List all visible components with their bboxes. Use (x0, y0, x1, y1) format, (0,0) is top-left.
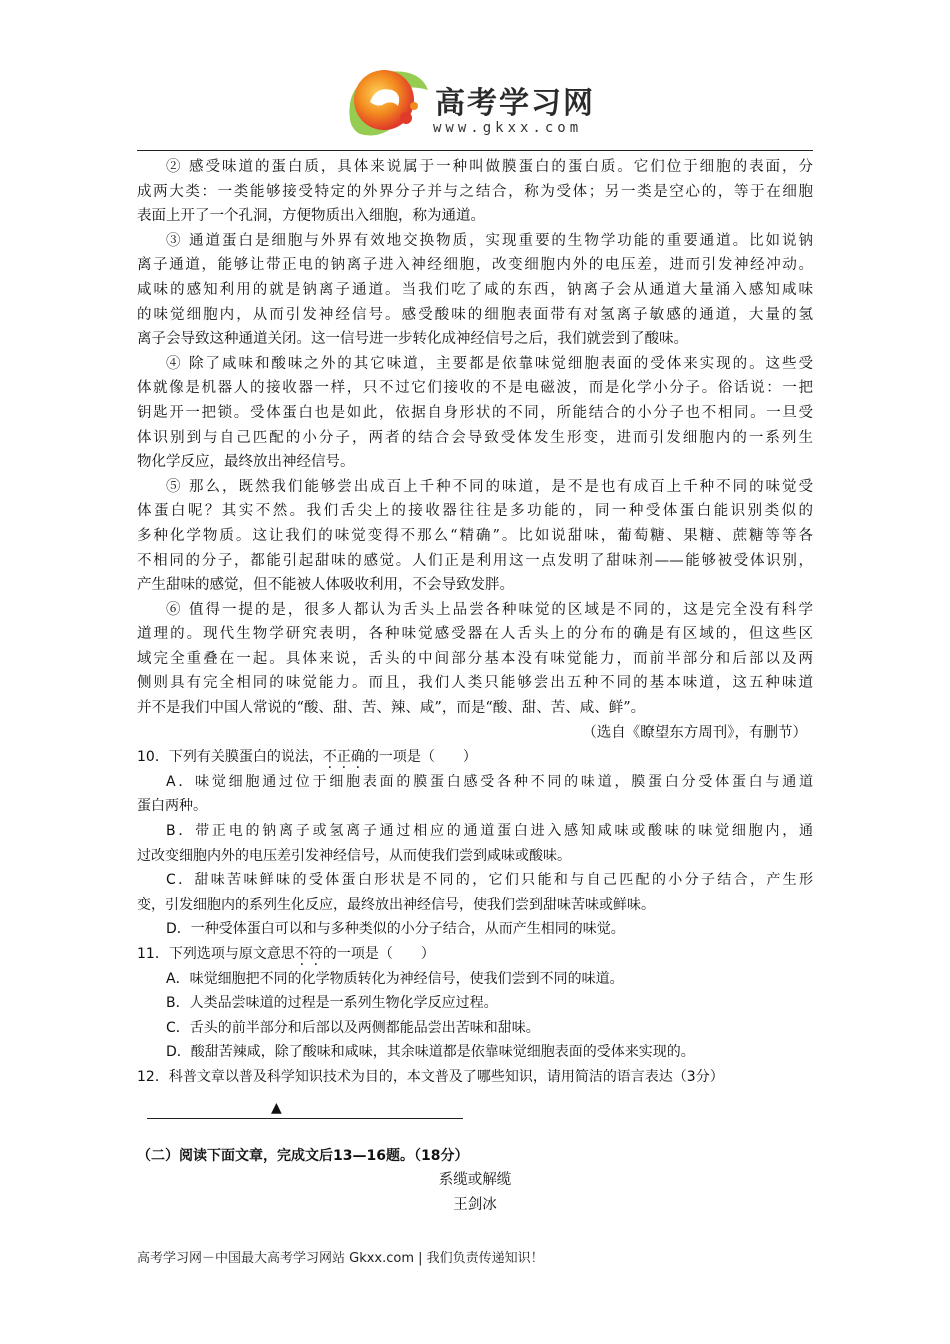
question-stem: 12．科普文章以普及科学知识技术为目的，本文普及了哪些知识，请用简洁的语言表达（3分） (137, 1068, 724, 1085)
option-c: C．甜味苦味鲜味的受体蛋白形状是不同的，它们只能和与自己匹配的小分子结合，产生形 (166, 872, 813, 889)
text-line: 物化学反应，最终放出神经信号。 (137, 454, 355, 471)
logo-text: 高考学习网 (435, 86, 595, 121)
paragraph-4 (137, 352, 813, 475)
text-line: 表面上开了一个孔洞，方便物质出入细胞，称为通道。 (137, 208, 485, 225)
source-citation: （选自《瞭望东方周刊》，有删节） (582, 724, 807, 741)
option-c: C．舌头的前半部分和后部以及两侧都能品尝出苦味和甜味。 (166, 1019, 540, 1036)
text-line: 侧则具有完全相同的味觉能力。而且，我们人类只能够尝出五种不同的基本味道，这五种味道 (137, 675, 813, 692)
text-line: 产生甜味的感觉，但不能被人体吸收利用，不会导致发胖。 (137, 577, 514, 594)
text-line: 道理的。现代生物学研究表明，各种味觉感受器在人舌头上的分布的确是有区域的，但这些区 (137, 626, 813, 643)
text-line: 体蛋白呢？其实不然。我们舌尖上的接收器往往是多功能的，同一种受体蛋白能识别类似的 (137, 503, 813, 520)
text-line: 成两大类：一类能够接受特定的外界分子并与之结合，称为受体；另一类是空心的，等于在细胞 (137, 183, 813, 200)
header-divider (137, 150, 813, 151)
paragraph-2 (137, 155, 813, 229)
site-logo (340, 60, 640, 150)
text-line: ④ 除了咸味和酸味之外的其它味道，主要都是依靠味觉细胞表面的受体来实现的。这些受 (166, 355, 813, 372)
text-line: 离子会导致这种通道关闭。这一信号进一步转化成神经信号之后，我们就尝到了酸味。 (137, 331, 688, 348)
emphasis-char: 正 (336, 749, 351, 766)
article-title: 系缆或解缆 (438, 1172, 512, 1189)
text-line: 钥匙开一把锁。受体蛋白也是如此，依据自身形状的不同，所能结合的小分子也不相同。一旦受 (137, 404, 813, 421)
text-line: 咸味的感知利用的就是钠离子通道。当我们吃了咸的东西，钠离子会从通道大量涌入感知咸味 (137, 281, 813, 298)
question-12 (137, 1065, 813, 1130)
article-author: 王剑冰 (453, 1196, 497, 1213)
answer-area (137, 1090, 813, 1130)
emphasis-char: 不 (294, 946, 309, 962)
document-body (137, 155, 813, 1217)
option-d: D．酸甜苦辣咸，除了酸味和咸味，其余味道都是依靠味觉细胞表面的受体来实现的。 (166, 1044, 695, 1061)
section-heading: （二）阅读下面文章，完成文后13—16题。（18分） (137, 1147, 469, 1164)
text-line: 不相同的分子，都能引起甜味的感觉。人们正是利用这一点发明了甜味剂——能够被受体识别， (137, 552, 813, 569)
page-footer: 高考学习网－中国最大高考学习网站 Gkxx.com | 我们负责传递知识！ (137, 1251, 544, 1266)
option-d: D．一种受体蛋白可以和与多种类似的小分子结合，从而产生相同的味觉。 (166, 921, 625, 938)
logo-url: www.gkxx.com (433, 120, 583, 136)
text-line: ② 感受味道的蛋白质，具体来说属于一种叫做膜蛋白的蛋白质。它们位于细胞的表面，分 (166, 159, 813, 175)
text-line: 的味觉细胞内，从而引发神经信号。感受酸味的细胞表面带有对氢离子敏感的通道，大量的氢 (137, 306, 813, 323)
emphasis-char: 确 (350, 749, 365, 766)
question-stem: 10．下列有关膜蛋白的说法，不正确的一项是（ ） (137, 749, 477, 766)
option-b: B．带正电的钠离子或氢离子通过相应的通道蛋白进入感知咸味或酸味的味觉细胞内，通 (166, 823, 813, 840)
text-line: 并不是我们中国人常说的“酸、甜、苦、辣、咸”，而是“酸、甜、苦、咸、鲜”。 (137, 700, 646, 717)
question-10 (137, 745, 813, 942)
text-line: ⑥ 值得一提的是，很多人都认为舌头上品尝各种味觉的区域是不同的，这是完全没有科学 (166, 601, 813, 618)
question-11 (137, 942, 813, 1065)
logo-emblem-icon (340, 60, 435, 150)
text-line: 多种化学物质。这让我们的味觉变得不那么“精确”。比如说甜味，葡萄糖、果糖、蔗糖等等各 (137, 527, 813, 544)
paragraph-6 (137, 598, 813, 721)
emphasis-char: 符 (308, 946, 323, 962)
question-stem: 11．下列选项与原文意思不符的一项是（ ） (137, 946, 435, 962)
text-line: ③ 通道蛋白是细胞与外界有效地交换物质，实现重要的生物学功能的重要通道。比如说钠 (166, 232, 813, 249)
text-line: ⑤ 那么，既然我们能够尝出成百上千种不同的味道，是不是也有成百上千种不同的味觉受 (166, 478, 813, 495)
text-line: 体就像是机器人的接收器一样，只不过它们接收的不是电磁波，而是化学小分子。俗话说：一把 (137, 380, 813, 397)
text-line: 体识别到与自己匹配的小分子，两者的结合会导致受体发生形变，进而引发细胞内的一系列生 (137, 429, 813, 446)
option-a: A．味觉细胞通过位于细胞表面的膜蛋白感受各种不同的味道，膜蛋白分受体蛋白与通道 (166, 773, 813, 790)
text-line: 域完全重叠在一起。具体来说，舌头的中间部分基本没有味觉能力，而前半部分和后部以及两 (137, 650, 813, 667)
answer-triangle-icon: ▲ (271, 1099, 282, 1116)
option-b: B．人类品尝味道的过程是一系列生物化学反应过程。 (166, 995, 498, 1012)
option-a-cont: 蛋白两种。 (137, 798, 207, 815)
option-b-cont: 过改变细胞内外的电压差引发神经信号，从而使我们尝到咸味或酸味。 (137, 847, 571, 864)
option-a: A．味觉细胞把不同的化学物质转化为神经信号，使我们尝到不同的味道。 (166, 970, 624, 987)
option-c-cont: 变，引发细胞内的系列生化反应，最终放出神经信号，使我们尝到甜味苦味或鲜味。 (137, 896, 655, 913)
paragraph-5 (137, 475, 813, 598)
emphasis-char: 不 (322, 749, 337, 766)
text-line: 离子通道，能够让带正电的钠离子进入神经细胞，改变细胞内外的电压差，进而引发神经冲动。 (137, 257, 813, 274)
paragraph-3 (137, 229, 813, 352)
answer-line (147, 1118, 463, 1119)
